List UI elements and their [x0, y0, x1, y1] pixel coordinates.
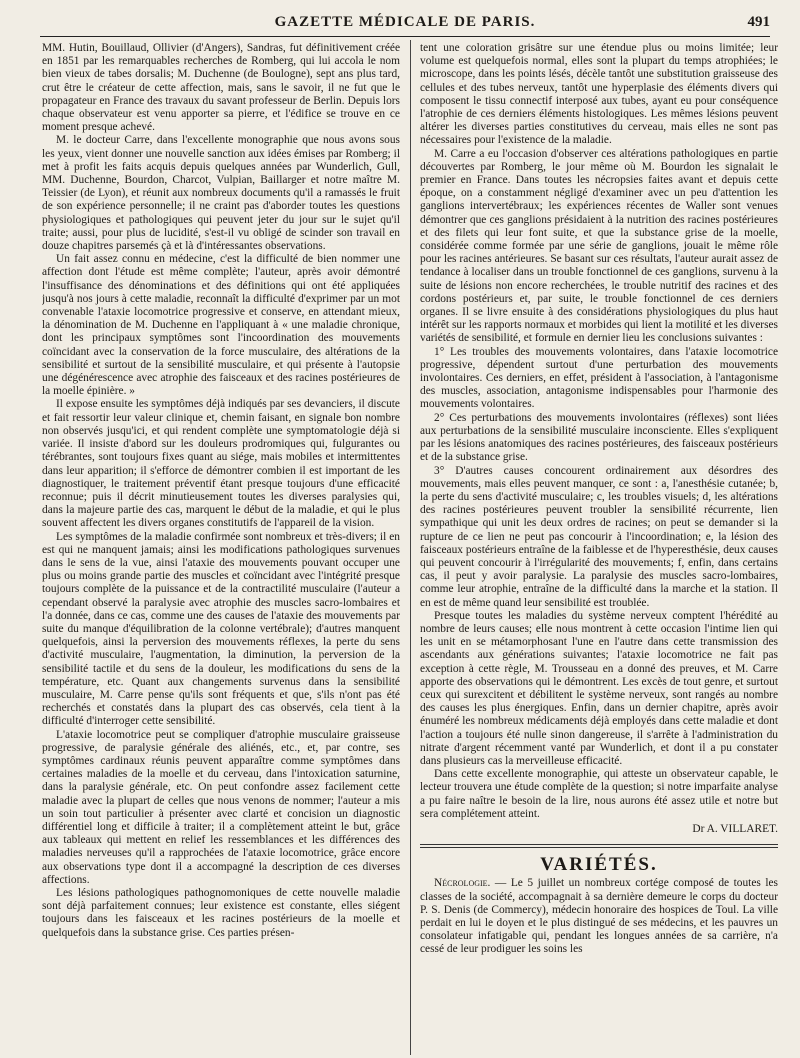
- paragraph: MM. Hutin, Bouillaud, Ollivier (d'Angers), Sandras, fut définitivement créée en 1851 par les remarquables recherches de Romberg, qui lui accola le nom bien vieux de tabes dorsalis; M. Duchenne (de Boulogne), sept ans plus tard, crut être le créateur de cette affection, mais, sans le savoir, il ne fut que le propagateur en France des travaux du savant professeur de Berlin. Depuis lors chaque observateur est venu apporter sa pierre, et l'édifice se trouve en ce moment presque achevé.: [42, 42, 400, 134]
- paragraph: Presque toutes les maladies du système nerveux comptent l'hérédité au nombre de leurs causes; elle nous montrent à cette occasion l'intime lien qui les unit en se métamorphosant l'une en l'autre dans cette transmission des ascendants aux générations suivantes; l'ataxie locomotrice ne fait pas exception à cette règle, M. Trousseau en a donné des preuves, et M. Carre apporte des observations qui le démontrent. Les excès de tout genre, et surtout ceux qui surexcitent et débilitent le système nerveux, sont rangés au nombre des causes les plus énergiques. Enfin, dans un dernier chapitre, après avoir énuméré les nombreux médicaments déjà employés dans cette maladie et dont l'action a toujours été nulle sinon dangereuse, il s'arrête à l'administration du nitrate d'argent récemment vanté par Wunderlich, et dont il a pu constater dans plusieurs cas la merveilleuse efficacité.: [420, 609, 778, 767]
- paragraph: 1° Les troubles des mouvements volontaires, dans l'ataxie locomotrice progressive, dépendent surtout d'une perturbation des mouvements involontaires. Ces derniers, en effet, président à l'association, à l'antagonisme des muscles, association, antagonisme indispensables pour l'harmonie des mouvements volontaires.: [420, 345, 778, 411]
- paragraph: 2° Ces perturbations des mouvements involontaires (réflexes) sont liées aux perturbations de la sensibilité musculaire inconsciente. Elles s'expliquent par les lésions anatomiques des racines postérieures, des faisceaux postérieurs et de la substance grise.: [420, 411, 778, 464]
- paragraph: L'ataxie locomotrice peut se compliquer d'atrophie musculaire graisseuse progressive, de paralysie générale des aliénés, etc., et, par contre, ses symptômes cardinaux réunis peuvent apparaître comme symptômes dans certaines maladies de la moelle et du cerveau, dans l'intoxication saturnine, dans la paralysie générale, etc. On peut confondre assez facilement cette maladie avec la plupart de celles que nous venons de nommer; l'auteur a mis un soin tout particulier à présenter avec clarté et concision un diagnostic différentiel long et difficile à traiter; il a complètement atteint le but, grâce aux tableaux qui mettent en relief les ressemblances et les différences des maladies nerveuses qu'il a rapprochées de l'ataxie locomotrice, grâce encore aux observations type dont il a accompagné la description de ces diverses affections.: [42, 728, 400, 886]
- author-signature: Dr A. VILLARET.: [692, 822, 778, 835]
- left-column: [42, 42, 400, 1054]
- paragraph: 3° D'autres causes concourent ordinairement aux désordres des mouvements, mais elles peuvent manquer, ce sont : a, l'anesthésie cutanée; b, la perte du sens d'activité musculaire; c, les troubles visuels; d, les altérations des racines postérieures peuvent troubler la sensibilité récurrente, lien sympathique qui unit les deux ordres de racines; on peut se demander si la rupture de ce lien ne peut pas concourir à l'incoordination; e, la lésion des faisceaux postérieurs entraîne de la faiblesse et de l'hyperesthésie, deux causes qui peuvent concourir à l'irrégularité des mouvements; f, enfin, dans certains cas, il peut y avoir paralysie. La paralysie des muscles sacro-lombaires, comme leur atrophie, entraîne de la difficulté dans la marche et la station. Il en est de même quand leur sensibilité est troublée.: [420, 464, 778, 609]
- paragraph: Il expose ensuite les symptômes déjà indiqués par ses devanciers, il discute et fait ressortir leur valeur clinique et, chemin faisant, en signale bon nombre non observés jusqu'ici, et qui rendent complète une symptomatologie déjà si variée. Il insiste d'abord sur les douleurs prodromiques qui, fulgurantes ou térébrantes, sont toujours fixes quant au siége, mais mobiles et intermittentes dans leur apparition; il s'efforce de démontrer combien il est important de les diagnostiquer, le traitement préventif étant presque toujours d'une efficacité reconnue; puis il décrit minutieusement toutes les diverses paralysies qui, dans la majeure partie des cas, marquent le début de la maladie, et qui le plus souvent affectent les divers organes constitutifs de l'appareil de la vision.: [42, 398, 400, 530]
- section-rule: [420, 844, 778, 848]
- paragraph: Dans cette excellente monographie, qui atteste un observateur capable, le lecteur trouvera une étude complète de la question; si notre imparfaite analyse a pu faire naître le besoin de la lire, nous aurons été assez utile et notre but sera complétement atteint.: [420, 768, 778, 820]
- paragraph: M. le docteur Carre, dans l'excellente monographie que nous avons sous les yeux, vient donner une nouvelle sanction aux idées émises par Romberg; il met à profit les faits acquis depuis quelques années par Wunderlich, Gull, MM. Duchenne, Bourdon, Charcot, Vulpian, Baillarger et notre maître M. Teissier (de Lyon), et réunit aux nombreux documents qu'il a ramassés le fruit de son expérience personnelle; il ne craint pas d'aborder toutes les questions physiologiques et pathologiques qui peuvent jeter du jour sur le sujet qu'il traite; aussi, pour plus de lucidité, s'est-il vu obligé de scinder son travail en douze chapitres parsemés çà et là d'intéressantes observations.: [42, 134, 400, 253]
- right-column: [420, 42, 778, 1054]
- necrology-text: — Le 5 juillet un nombreux cortége composé de toutes les classes de la société, accompagnait à sa dernière demeure le corps du docteur P. S. Denis (de Commercy), médecin honoraire des hospices de Toul. La ville perdait en lui le doyen et le plus distingué de ses médecins, et les pauvres un consolateur infatigable qui, pendant les longues années de sa carrière, n'a cessé de leur prodiguer les soins les: [420, 877, 778, 956]
- column-separator: [410, 40, 411, 1055]
- journal-title: GAZETTE MÉDICALE DE PARIS.: [274, 14, 536, 30]
- page-number: 491: [747, 14, 770, 30]
- section-title: VARIÉTÉS.: [540, 854, 658, 876]
- necrology-label: Nécrologie.: [434, 877, 491, 890]
- paragraph: Les symptômes de la maladie confirmée sont nombreux et très-divers; il en est qui ne manquent jamais; ainsi les modifications pathologiques survenues dans le sens de la vue, ainsi l'ataxie des mouvements pouvant occuper une plus ou moins grande partie des muscles et coïncidant avec l'intégrité presque toujours complète de la puissance et de la contractilité musculaire (l'auteur a cependant observé la paralysie avec atrophie des muscles sacro-lombaires et l'a donnée, dans ce cas, comme une des causes de l'ataxie des mouvements par suite du manque d'équilibration de la colonne vertébrale); d'autres manquent quelquefois, ainsi la perversion des mouvements réflexes, la perte du sens d'activité musculaire, l'augmentation, la diminution, la perversion de la sensibilité tactile et du sens de la douleur, les modifications du sens de la température, etc. Quant aux changements survenus dans la sensibilité musculaire, M. Carre pense qu'ils sont fréquents et que, s'ils n'ont pas été recherchés et constatés dans la plupart des cas observés, cela tient à la difficulté d'interroger cette sensibilité.: [42, 530, 400, 728]
- paragraph: Un fait assez connu en médecine, c'est la difficulté de bien nommer une affection dont l'étude est même complète; l'auteur, après avoir démontré l'insuffisance des dénominations et des définitions qui ont été appliquées jusqu'à nos jours à cette maladie, reconnaît la difficulté d'exprimer par un mot convenable l'ataxie locomotrice progressive et conserve, en attendant mieux, la dénomination de M. Duchenne en l'appliquant à « une maladie chronique, dont les principaux symptômes sont l'incoordination des mouvements coïncidant avec la conservation de la force musculaire, des altérations de la sensibilité et surtout de la sensibilité musculaire, et qui présente à l'autopsie une dégénérescence avec atrophie des faisceaux et des racines postérieures de la moelle épinière. »: [42, 253, 400, 398]
- page-header: [40, 10, 770, 36]
- paragraph: tent une coloration grisâtre sur une étendue plus ou moins limitée; leur volume est quelquefois normal, elles sont la plupart du temps atrophiées; le microscope, dans les points lésés, décèle tantôt une substitution graisseuse des cellules et des tubes nerveux, tantôt une hyperplasie des éléments divers qui composent le tissu connectif interposé aux tubes, ayant eu pour conséquence l'atrophie de ces derniers éléments histologiques. Les mêmes lésions peuvent altérer les diverses parties constitutives du cerveau, mais elles ne sont pas nécessaires pour l'existence de la maladie.: [420, 42, 778, 147]
- paragraph: M. Carre a eu l'occasion d'observer ces altérations pathologiques en partie découvertes par Romberg, le jour même où M. Bourdon les signalait le premier en France. Dans toutes les nécropsies faites avant et depuis cette époque, on a constamment négligé d'examiner avec un peu d'attention les ganglions intervertébraux; les expériences récentes de Waller sont venues démontrer que ces ganglions présidaient à la nutrition des racines postérieures et des filets qui leur font suite, et que la substance grise de la moelle, considérée comme formée par une série de ganglions, jouait le même rôle pour les racines antérieures. Se basant sur ces résultats, l'auteur aurait assez de tendance à localiser dans un trouble fonctionnel de ces ganglions, survenu à la suite de lésions non encore recherchées, le trouble nutritif des racines et des cordons postérieurs et, par suite, le trouble fonctionnel de ces derniers organes. Il se livre ensuite à des considérations physiologiques du plus haut intérêt sur les rapports normaux et morbides qui lient la motilité et les diverses variétés de sensibilité, et formule en dernier lieu les conclusions suivantes :: [420, 147, 778, 345]
- paragraph: Les lésions pathologiques pathognomoniques de cette nouvelle maladie sont déjà parfaitement connues; leur existence est constante, elles siégent toujours dans les faisceaux et les racines postérieurs de la moelle et quelquefois dans la substance grise. Ces parties présen-: [42, 887, 400, 939]
- necrology-paragraph: [420, 877, 778, 956]
- header-rule: [40, 36, 770, 37]
